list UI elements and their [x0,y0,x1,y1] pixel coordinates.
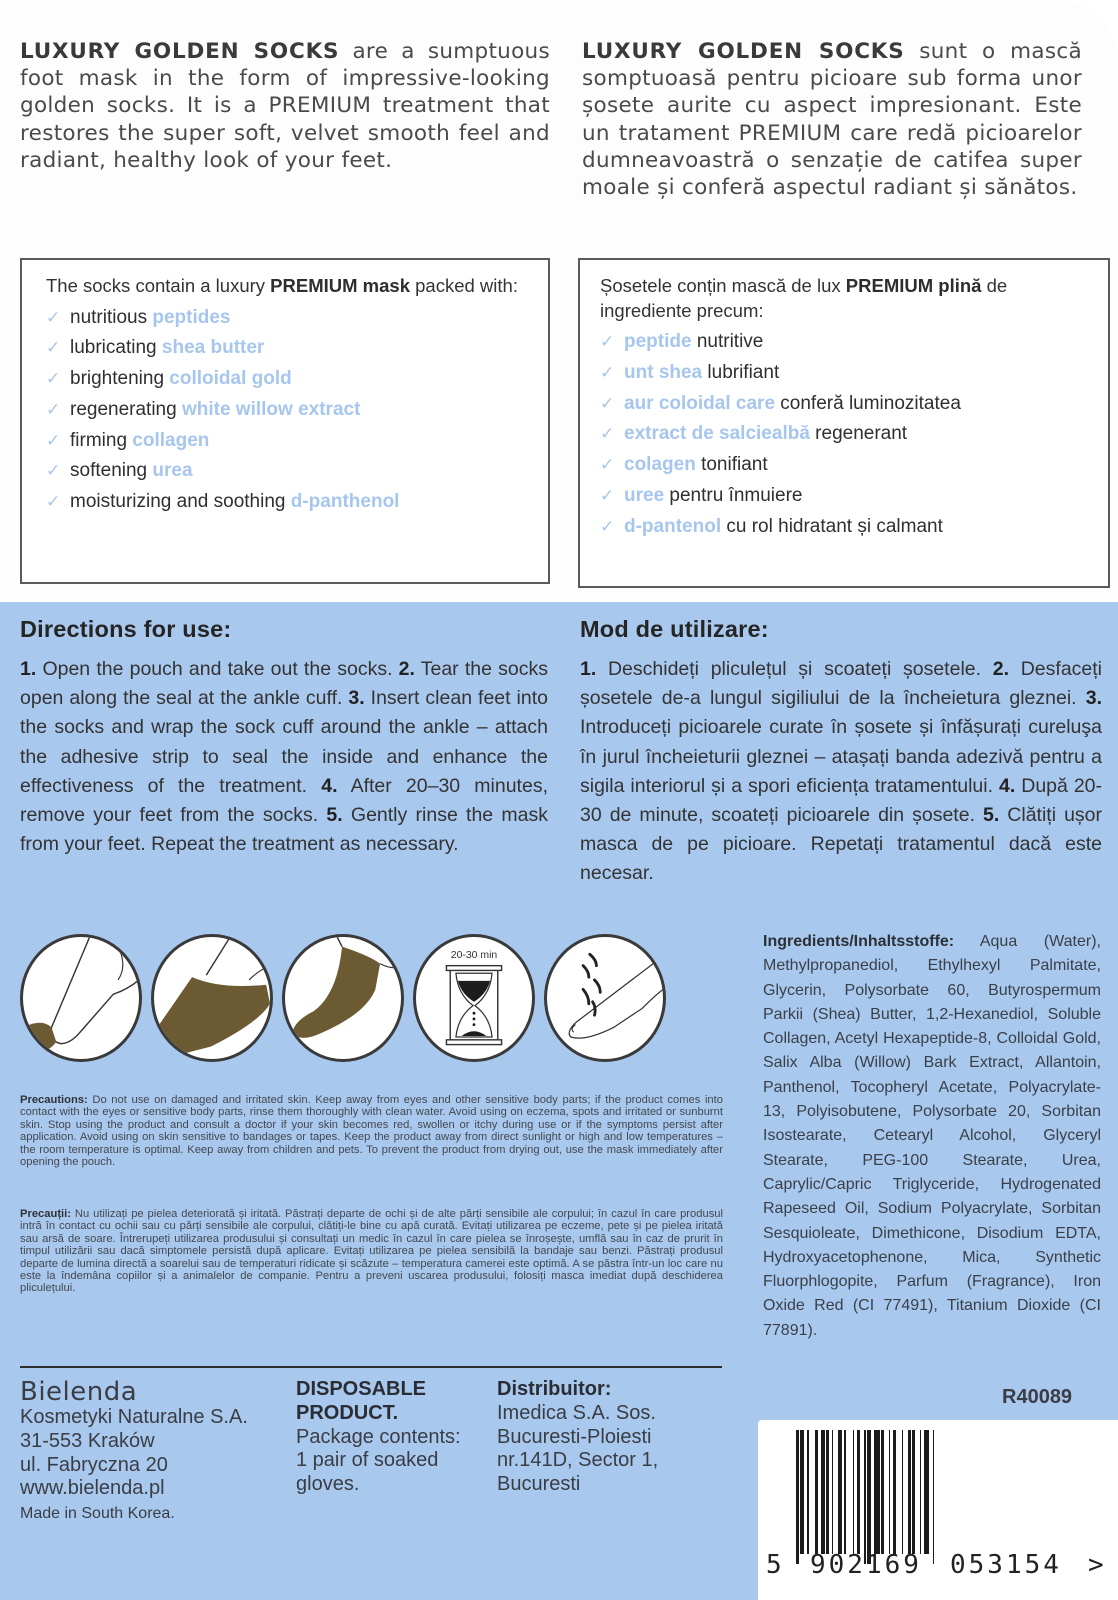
website-link[interactable]: www.bielenda.pl [20,1477,165,1500]
directions-text: 1. Deschideți pliculețul și scoateți șosetele. 2. Desfaceți șosetele de-a lungul sigiliului de la încheietura gleznei. 3. Introduceți picioarele curate în șosete și înfășurați cureluşa în jurul încheieturii gleznei – atașați banda adezivă pentru a sigila interiorul și a spori eficiența tratamentului. 4. După 20-30 de minute, scoateți picioarele din șosete. 5. Clătiți ușor masca de pe picioare. Repetați tratamentul dacă este necesar. [580,658,1103,885]
product-name: LUXURY GOLDEN SOCKS [582,39,905,64]
checkmark-icon: ✓ [600,455,615,475]
directions-text: 1. Open the pouch and take out the socks. 2. Tear the socks open along the seal at the ankle cuff. 3. Insert clean feet into the socks and wrap the sock cuff around the ankle – attach the adhesive strip to seal the inside and enhance the effectiveness of the treatment. 4. After 20–30 minutes, remove your feet from the socks. 5. Gently rinse the mask from your feet. Repeat the treatment as necessary. [20,658,548,856]
list-item: ✓ lubricating shea butter [46,333,524,364]
hourglass-icon [413,934,535,1062]
checkmark-icon: ✓ [600,362,615,382]
checkmark-icon: ✓ [600,485,615,505]
sock-on-foot-icon [151,934,273,1062]
list-item: ✓ d-pantenol cu rol hidratant și calmant [600,512,1088,543]
checkmark-icon: ✓ [600,393,615,413]
list-item: ✓ colagen tonifiant [600,450,1088,481]
precautions-text: Do not use on damaged and irritated skin. Keep away from eyes and other sensitive body parts; if the product comes into contact with the eyes or sensitive body parts, rinse them thoroughly with clean water. Avoid using on eczema, spots and irritated or sunburnt skin. Stop using the product and consult a doctor if your skin becomes red, swollen or itchy during use or if the symptoms persist after application. Avoid using on skin sensitive to bandages or tapes. Keep the product away from direct sunlight or high and low temperatures – the room temperature is optimal. Keep away from children and pets. To prevent the product from drying out, use the mask immediately after opening the pouch. [20,1094,723,1169]
intro-text: are a sumptuous foot mask in the form of impressive-looking golden socks. It is a PREMIUM treatment that restores the super soft, velvet smooth feel and radiant, healthy look of your feet. [20,39,550,173]
checkmark-icon: ✓ [46,307,61,327]
list-item: ✓ extract de salciealbă regenerant [600,419,1088,450]
barcode-bar [934,1430,939,1554]
barcode-bars [796,1430,1096,1566]
divider [20,1366,722,1368]
checkmark-icon: ✓ [600,424,615,444]
list-item: ✓ nutritious peptides [46,303,524,334]
brand-logo: Bielenda [20,1377,138,1407]
list-item: ✓ brightening colloidal gold [46,364,524,395]
precautions-english [20,1094,723,1168]
precautions-text: Nu utilizați pe pielea deteriorată și iritată. Păstrați departe de ochi și de alte părți sensibile ale corpului; în cazul în care produsul intră în contact cu ochii sau cu părți sensibile ale corpului, clătiți-le bine cu apă curată. Evitați utilizarea pe eczeme, pete și pe pielea iritată sau arsă de soare. Întrerupeți utilizarea produsului și consultați un medic în cazul în care pielea se înroșește, umflă sau în caz de prurit în timpul utilizării sau dacă simptomele persistă după aplicare. Evitați utilizarea pe pielea sensibilă la bandaje sau benzi. Păstrați produsul departe de lumina directă a soarelui sau de temperaturi ridicate și scăzute – temperatura camerei este optimă. A se păstra într-un loc care nu este la îndemâna copiilor și a animalelor de companie. Pentru a preveni uscarea produsului, folosiți masca imediat după deschiderea pliculețului. [20,1208,723,1295]
step-pictograms [20,934,666,1062]
checkmark-icon: ✓ [46,399,61,419]
checkmark-icon: ✓ [46,369,61,389]
rinse-foot-icon [544,934,666,1062]
list-item: ✓ softening urea [46,456,524,487]
list-item: ✓ firming collagen [46,426,524,457]
checkmark-icon: ✓ [46,492,61,512]
package-contents-info: DISPOSABLE PRODUCT. Package contents: 1 pair of soaked gloves. [296,1378,486,1497]
postal-city: 31-553 Kraków [20,1429,155,1452]
ingredients-text: Aqua (Water), Methylpropanediol, Ethylhexyl Palmitate, Glycerin, Polysorbate 60, Butyrospermum Parkii (Shea) Butter, 1,2-Hexanediol, Soluble Collagen, Acetyl Hexapeptide-8, Colloidal Gold, Salix Alba (Willow) Bark Extract, Allantoin, Panthenol, Tocopheryl Acetate, Polyacrylate-13, Polyisobutene, Polysorbate 20, Sorbitan Isostearate, Cetearyl Alcohol, Glyceryl Stearate, PEG-100 Stearate, Urea, Caprylic/Capric Triglyceride, Hydrogenated Rapeseed Oil, Sodium Polyacrylate, Sorbitan Sesquioleate, Dimethicone, Disodium EDTA, Hydroxyacetophenone, Mica, Synthetic Fluorphlogopite, Parfum (Fragrance), Iron Oxide Red (CI 77491), Titanium Dioxide (CI 77891). [763,933,1101,1339]
pull-on-sock-icon [20,934,142,1062]
precautions-label: Precauții: [20,1208,71,1220]
ingredients-label: Ingredients/Inhaltsstoffe: [763,933,955,950]
box-intro: Șosetele conțin mască de lux PREMIUM plină de ingrediente precum: [600,275,1008,321]
sock-sealed-icon [282,934,404,1062]
benefit-list [600,327,1088,543]
precautions-romanian [20,1208,723,1295]
list-item: ✓ peptide nutritive [600,327,1088,358]
list-item: ✓ regenerating white willow extract [46,395,524,426]
product-name: LUXURY GOLDEN SOCKS [20,39,340,64]
manufacturer-info [20,1378,280,1527]
list-item: ✓ uree pentru înmuiere [600,481,1088,512]
instructions-panel [0,602,1118,1600]
checkmark-icon: ✓ [600,516,615,536]
street-address: ul. Fabryczna 20 [20,1453,168,1476]
list-item: ✓ moisturizing and soothing d-panthenol [46,487,524,518]
checkmark-icon: ✓ [46,430,61,450]
benefit-list [46,303,524,519]
directions-heading: Directions for use: [20,616,232,642]
country-of-origin: Made in South Korea. [20,1505,175,1523]
list-item: ✓ aur coloidal care conferă luminozitatea [600,389,1088,420]
distributor-title: Distribuitor: [497,1378,612,1400]
barcode: 5 902169 053154 > [758,1420,1118,1600]
product-code: R40089 [1002,1386,1073,1408]
precautions-label: Precautions: [20,1094,88,1106]
box-intro: The socks contain a luxury PREMIUM mask packed with: [46,275,518,296]
checkmark-icon: ✓ [600,332,615,351]
company-name: Kosmetyki Naturalne S.A. [20,1406,248,1428]
checkmark-icon: ✓ [46,338,61,358]
disposable-title: DISPOSABLE [296,1378,427,1400]
directions-romanian [580,616,1102,889]
directions-heading: Mod de utilizare: [580,616,769,642]
ingredients-list [763,930,1101,1343]
intro-text: sunt o mască somptuoasă pentru picioare sub forma unor șosete aurite cu aspect impresionant. Este un tratament PREMIUM care redă picioarelor dumneavoastră o senzație de catifea super moale și conferă aspectul radiant și sănătos. [582,39,1082,201]
key-ingredients-box-english [20,258,550,584]
svg-text:20-30 min: 20-30 min [450,950,498,962]
disposable-title: PRODUCT. [296,1401,399,1424]
list-item: ✓ unt shea lubrifiant [600,358,1088,389]
key-ingredients-box-romanian [578,258,1110,588]
checkmark-icon: ✓ [46,461,61,481]
distributor-info: Distribuitor: Imedica S.A. Sos. Bucuresti-Ploiesti nr.141D, Sector 1, Bucuresti [497,1378,717,1497]
directions-english [20,616,548,859]
intro-english [20,38,550,174]
intro-romanian [582,38,1082,201]
